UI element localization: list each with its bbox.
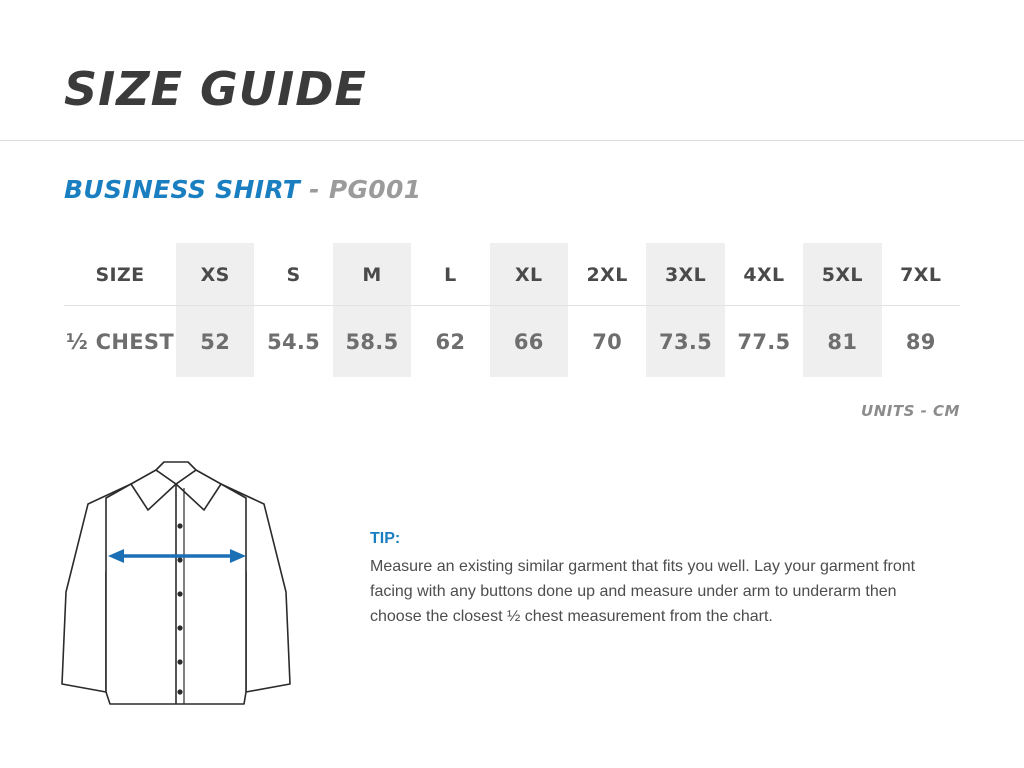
table-header-2xl: 2XL [586, 264, 628, 286]
table-header-s: S [286, 264, 301, 286]
cell-half-chest-7xl: 89 [905, 330, 936, 354]
size-table-wrap [64, 243, 960, 377]
product-name: BUSINESS SHIRT [64, 175, 301, 204]
units-note: UNITS - CM [861, 402, 960, 420]
table-row-divider [64, 305, 960, 306]
table-header-3xl: 3XL [646, 243, 724, 307]
tip-text: Measure an existing similar garment that fits you well. Lay your garment front facing with any buttons done up and measure under arm to underarm then choose the closest ½ chest measurement from the chart. [370, 558, 916, 625]
product-code: PG001 [328, 175, 422, 204]
table-header-l: L [444, 264, 457, 286]
header-divider [0, 140, 1024, 141]
table-header-size: SIZE [95, 264, 145, 286]
product-separator: - [309, 175, 320, 204]
table-header-xs: XS [176, 243, 254, 307]
cell-half-chest-l: 62 [435, 330, 466, 354]
page-title: SIZE GUIDE [64, 62, 367, 116]
product-heading [64, 175, 421, 204]
cell-half-chest-xs: 52 [176, 307, 254, 377]
tip-label: TIP: [370, 530, 401, 547]
table-header-4xl: 4XL [743, 264, 785, 286]
table-header-7xl: 7XL [900, 264, 942, 286]
cell-half-chest-xl: 66 [490, 307, 568, 377]
cell-half-chest-3xl: 73.5 [646, 307, 724, 377]
tip-block [370, 530, 930, 629]
cell-half-chest-5xl: 81 [803, 307, 881, 377]
business-shirt-icon [48, 452, 348, 732]
table-header-xl: XL [490, 243, 568, 307]
size-table [64, 243, 960, 377]
cell-half-chest-s: 54.5 [267, 330, 321, 354]
table-row [64, 307, 960, 377]
table-header-m: M [333, 243, 411, 307]
table-header-5xl: 5XL [803, 243, 881, 307]
row-label-half-chest: ½ CHEST [66, 330, 174, 354]
cell-half-chest-4xl: 77.5 [737, 330, 791, 354]
cell-half-chest-m: 58.5 [333, 307, 411, 377]
table-header-row [64, 243, 960, 307]
cell-half-chest-2xl: 70 [592, 330, 623, 354]
